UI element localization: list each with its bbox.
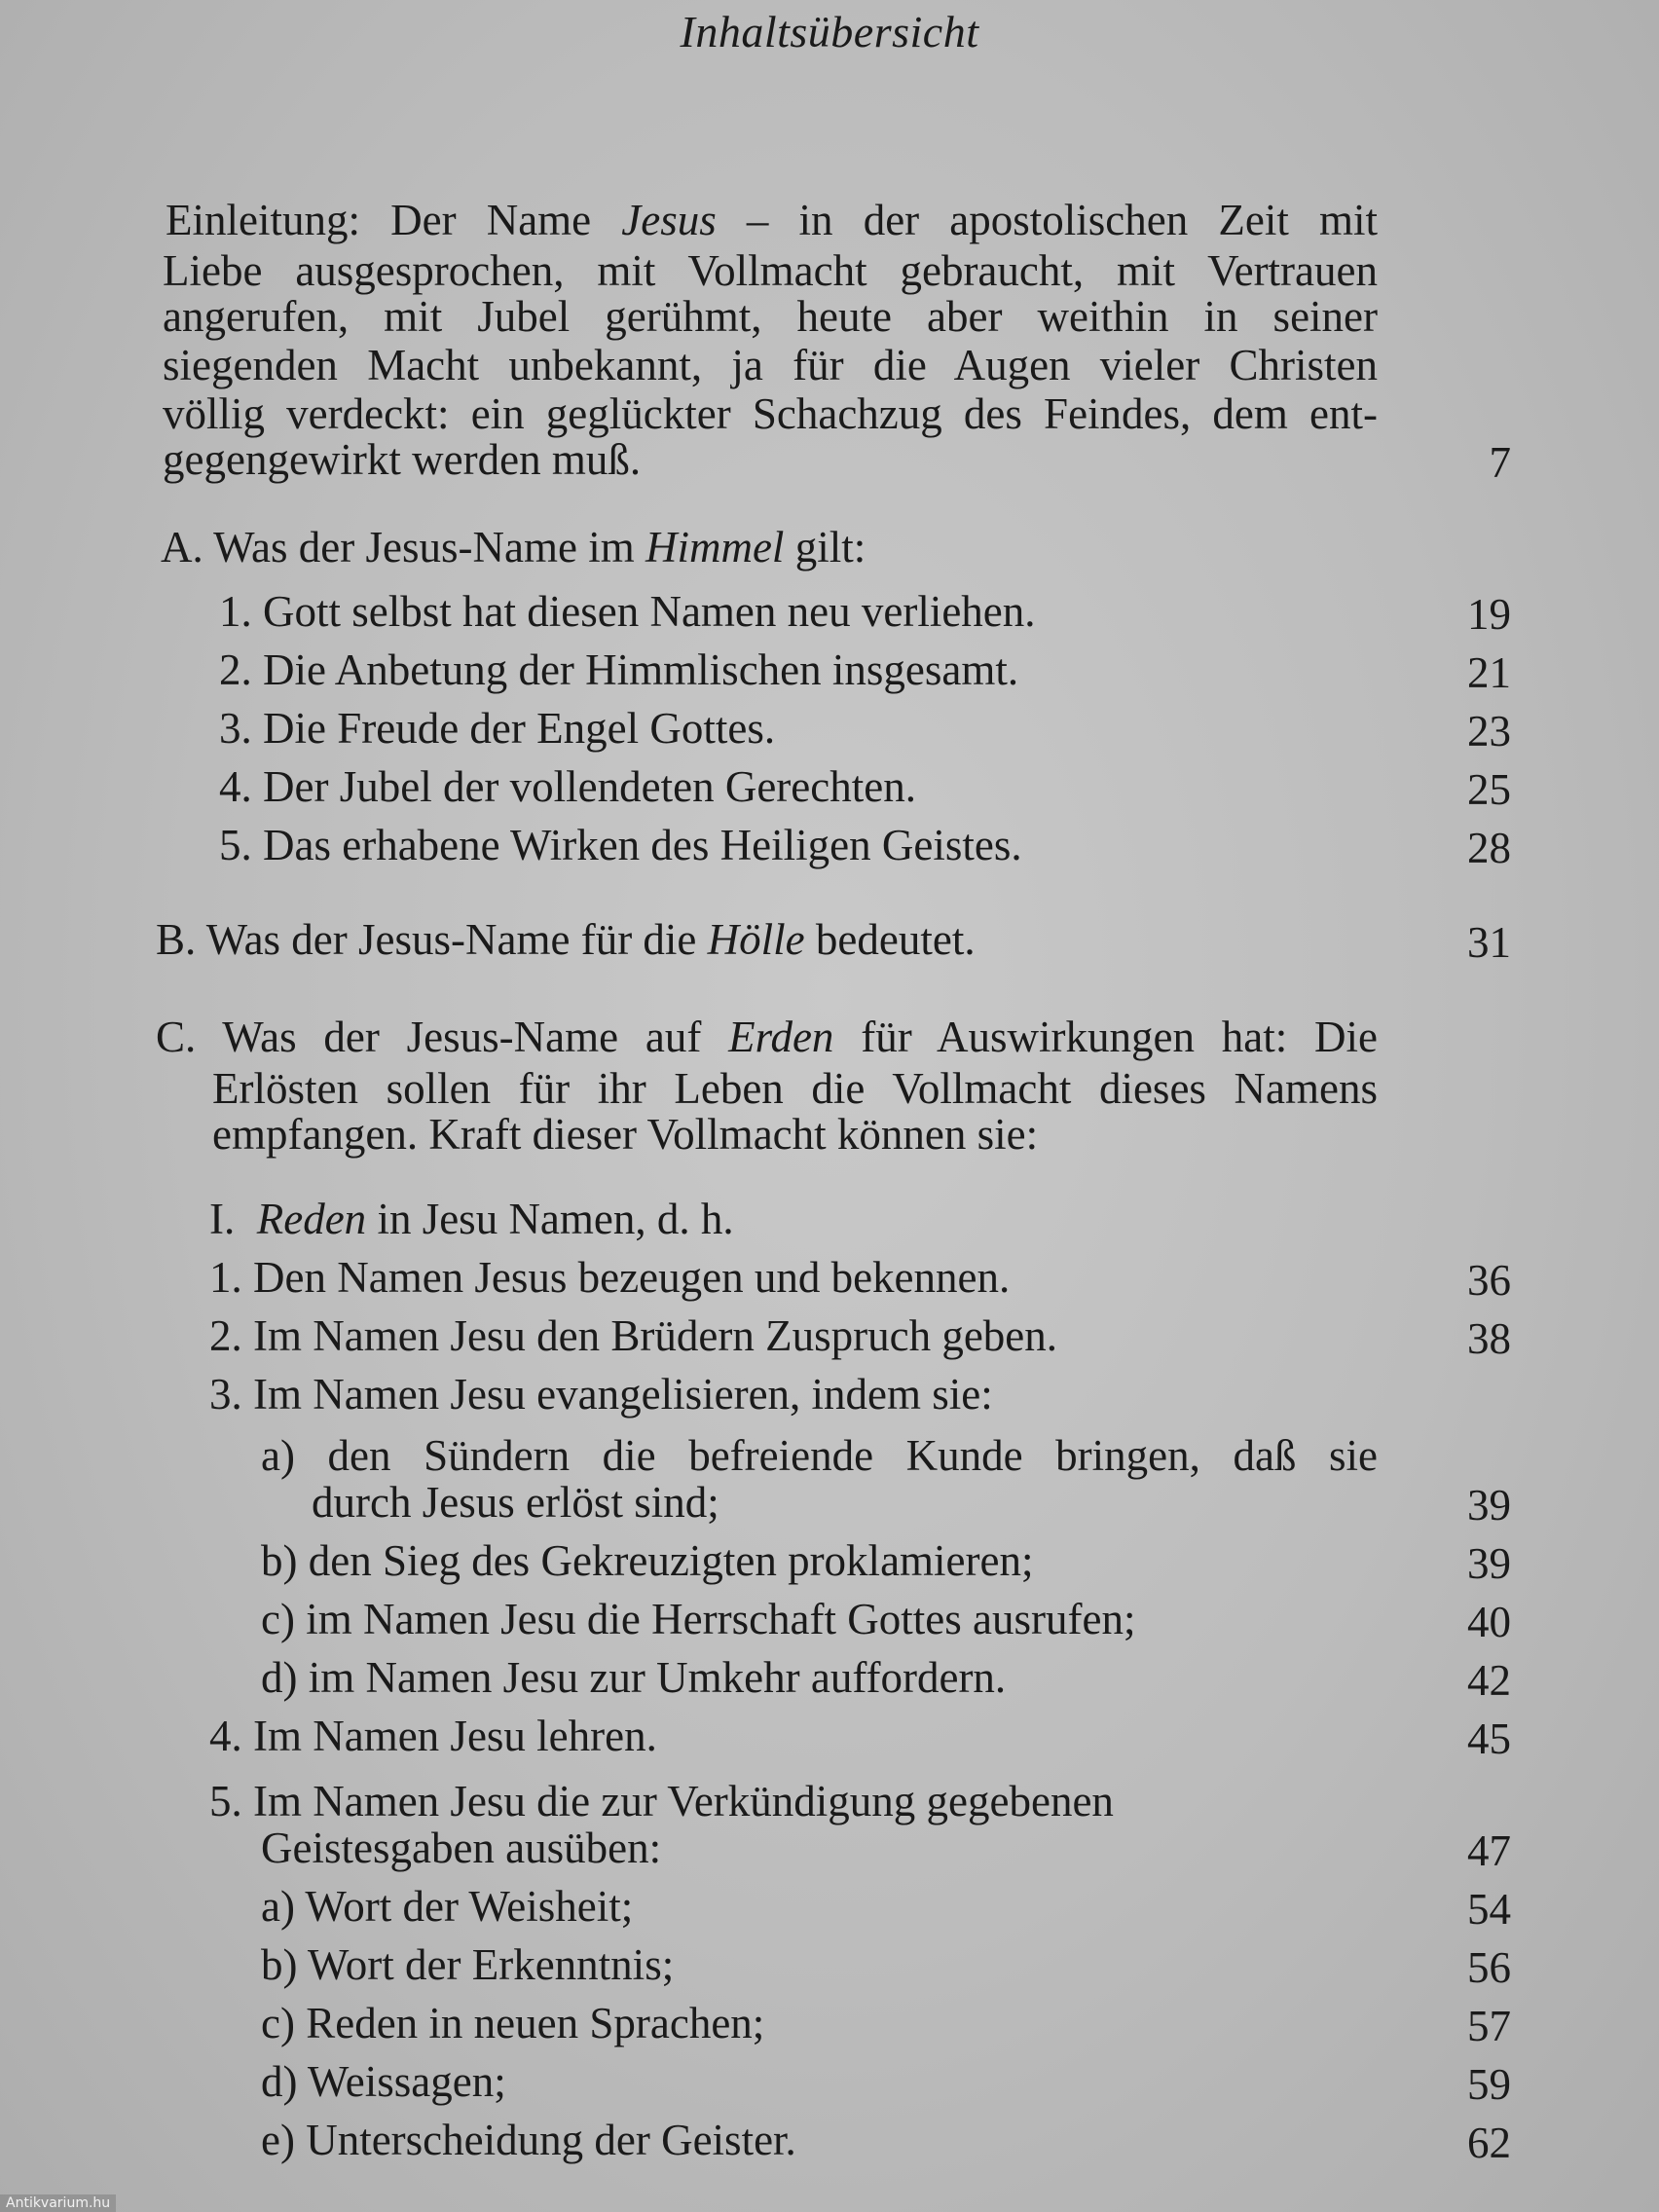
section-a-item-5-page: 28 [1467, 824, 1511, 872]
section-c-item-4-page: 45 [1467, 1714, 1511, 1763]
section-c-item-3c: c) im Namen Jesu die Herrschaft Gottes ausrufen; [261, 1595, 1136, 1643]
section-c-item-3: 3. Im Namen Jesu evangelisieren, indem sie: [209, 1370, 993, 1419]
section-b-page: 31 [1467, 918, 1511, 967]
section-a-item-1-page: 19 [1467, 590, 1511, 639]
section-a-item-4-page: 25 [1467, 765, 1511, 814]
section-c-line-1: C. Was der Jesus-Name auf Erden für Auswirkungen hat: Die [156, 1013, 1379, 1061]
intro-line-2: Liebe ausgesprochen, mit Vollmacht gebraucht, mit Vertrauen [163, 246, 1378, 295]
intro-page-number: 7 [1489, 438, 1511, 487]
section-c-item-3b-page: 39 [1467, 1539, 1511, 1588]
section-c-item-2: 2. Im Namen Jesu den Brüdern Zuspruch geben. [209, 1311, 1058, 1360]
section-c-item-5-line-1: 5. Im Namen Jesu die zur Verkündigung gegebenen [209, 1777, 1114, 1825]
section-c-item-5b: b) Wort der Erkenntnis; [261, 1940, 675, 1989]
section-c-item-3a-line-1: a) den Sündern die befreiende Kunde bringen, daß sie [261, 1431, 1378, 1480]
watermark: Antikvarium.hu [0, 2194, 116, 2212]
section-c-item-1-page: 36 [1467, 1256, 1511, 1305]
section-c-item-3b: b) den Sieg des Gekreuzigten proklamieren; [261, 1536, 1034, 1585]
section-c-item-5d: d) Weissagen; [261, 2057, 506, 2106]
intro-line-5: völlig verdeckt: ein geglückter Schachzug des Feindes, dem ent- [163, 389, 1378, 438]
intro-line-3: angerufen, mit Jubel gerühmt, heute aber weithin in seiner [163, 292, 1378, 341]
section-b-heading: B. Was der Jesus-Name für die Hölle bedeutet. [156, 915, 976, 964]
section-c-item-2-page: 38 [1467, 1314, 1511, 1363]
section-c-line-3: empfangen. Kraft dieser Vollmacht können sie: [212, 1110, 1039, 1159]
section-a-item-3: 3. Die Freude der Engel Gottes. [219, 704, 776, 753]
section-c-line-2: Erlösten sollen für ihr Leben die Vollmacht dieses Namens [212, 1064, 1378, 1113]
section-c-item-3d-page: 42 [1467, 1656, 1511, 1705]
section-c-item-5a: a) Wort der Weisheit; [261, 1882, 634, 1931]
section-a-item-3-page: 23 [1467, 707, 1511, 756]
section-c-item-5c-page: 57 [1467, 2002, 1511, 2050]
intro-line-1: Einleitung: Der Name Jesus – in der apostolischen Zeit mit [166, 196, 1378, 244]
section-c-item-5-line-2: Geistesgaben ausüben: [261, 1824, 662, 1872]
section-c-item-3c-page: 40 [1467, 1598, 1511, 1646]
section-c-item-1: 1. Den Namen Jesus bezeugen und bekennen. [209, 1253, 1011, 1302]
section-a-item-5: 5. Das erhabene Wirken des Heiligen Geistes. [219, 821, 1022, 869]
section-c-item-4: 4. Im Namen Jesu lehren. [209, 1712, 657, 1760]
section-c-sub-heading: I. Reden in Jesu Namen, d. h. [209, 1195, 734, 1243]
section-c-item-5c: c) Reden in neuen Sprachen; [261, 1999, 765, 2047]
section-a-item-1: 1. Gott selbst hat diesen Namen neu verliehen. [219, 587, 1036, 636]
section-a-item-2: 2. Die Anbetung der Himmlischen insgesamt. [219, 645, 1019, 694]
section-a-item-4: 4. Der Jubel der vollendeten Gerechten. [219, 762, 916, 811]
intro-line-4: siegenden Macht unbekannt, ja für die Augen vieler Christen [163, 341, 1378, 389]
section-c-item-3a-line-2: durch Jesus erlöst sind; [312, 1478, 719, 1527]
section-c-item-5e-page: 62 [1467, 2119, 1511, 2167]
section-c-item-5-page: 47 [1467, 1826, 1511, 1875]
section-c-item-3a-page: 39 [1467, 1481, 1511, 1530]
section-c-item-5e: e) Unterscheidung der Geister. [261, 2116, 796, 2164]
page-title: Inhaltsübersicht [680, 7, 979, 56]
section-c-item-5d-page: 59 [1467, 2060, 1511, 2109]
section-c-item-5a-page: 54 [1467, 1885, 1511, 1934]
intro-line-6: gegengewirkt werden muß. [163, 435, 642, 484]
section-c-item-5b-page: 56 [1467, 1943, 1511, 1992]
section-c-item-3d: d) im Namen Jesu zur Umkehr auffordern. [261, 1653, 1007, 1702]
section-a-item-2-page: 21 [1467, 648, 1511, 697]
section-a-heading: A. Was der Jesus-Name im Himmel gilt: [161, 523, 866, 571]
